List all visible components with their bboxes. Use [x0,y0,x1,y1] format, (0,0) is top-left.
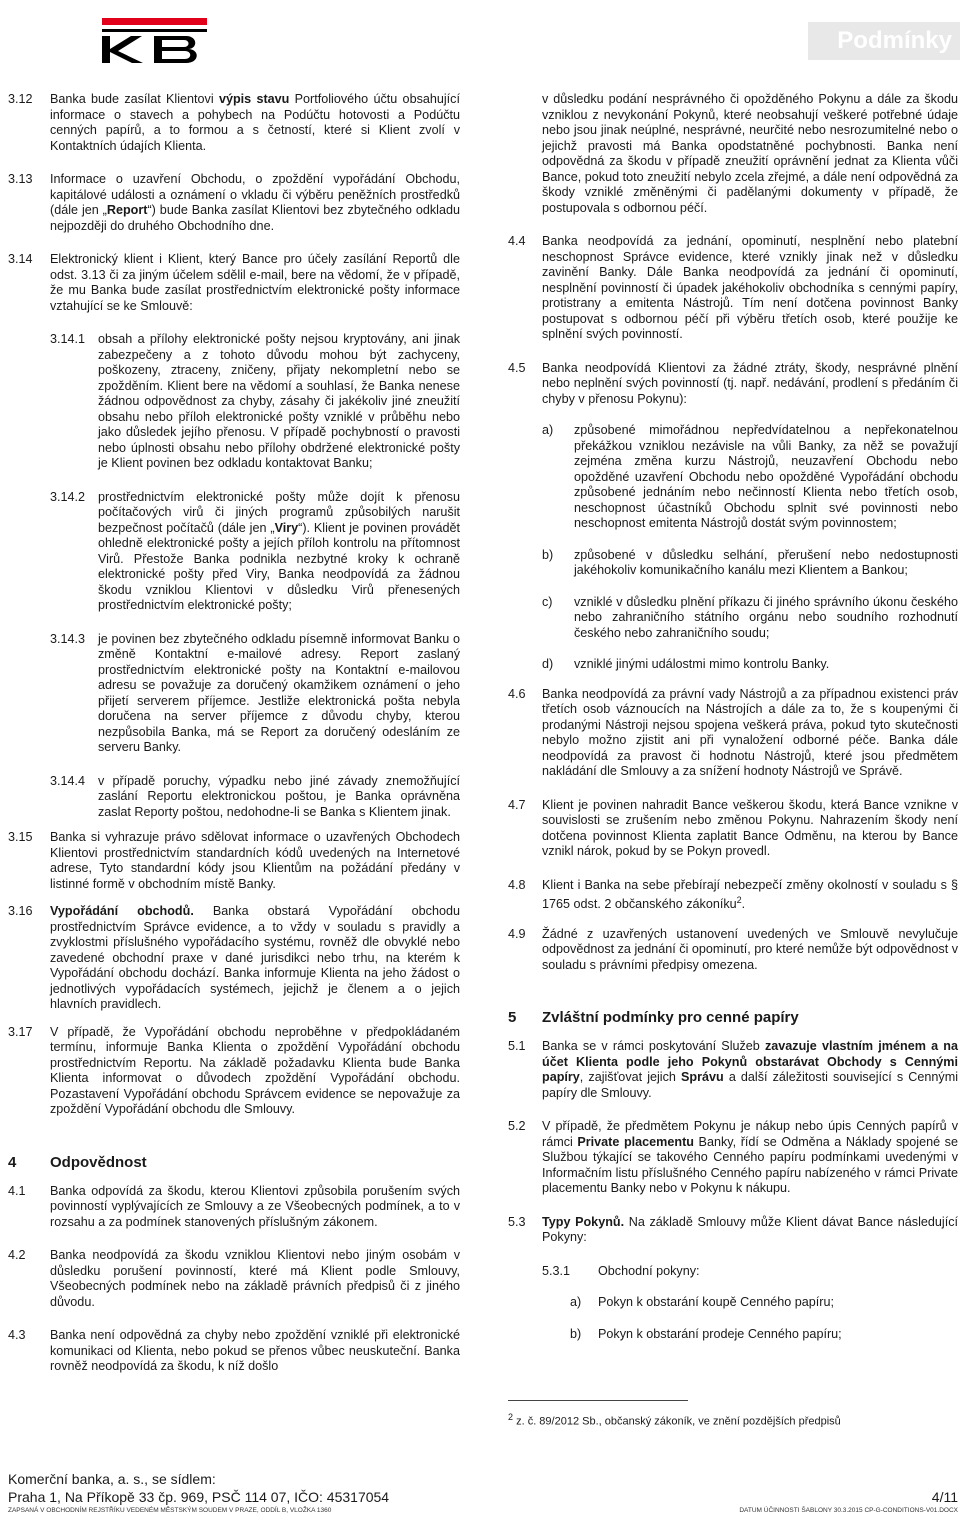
section-3-14-2: 3.14.2 prostřednictvím elektronické pošty může dojít k přenosu počítačových virů či jiných programů způsobilých narušit bezpečnost počítačů (dále jen „Viry“). Klient je povinen provádět ohledně elektronické pošty a jejích příloh kontrolu na přítomnost Virů. Přestože Banka podnikla nezbytné kroky k ochraně elektronické pošty před Viry, Banka neodpovídá za žádnou škodu vzniklou Klientovi v důsledku Virů přenesených prostřednictvím elektronické pošty; [50,489,460,612]
section-4-8: 4.8 Klient i Banka na sebe přebírají nebezpečí změny okolností v souladu s § 1765 odst. 2 občanského zákoníku$^2$. [508,877,958,912]
section-number: 4.2 [8,1248,26,1262]
section-number: 3.14.4 [50,773,86,788]
section-3-12: 3.12 Banka bude zasílat Klientovi výpis stavu Portfoliového účtu obsahující informace o stavech a pohybech na Podúčtu hotovosti a Podúčtu cenných papírů, a to formou a s četností, které si Klient zvolí v Kontaktních údajích Klienta. [8,92,460,153]
footer-registry-row [8,1506,958,1515]
page-number: 4/11 [931,1489,958,1505]
footnote: $^2$ z. č. 89/2012 Sb., občanský zákoník, ve znění pozdějších předpisů [508,1412,841,1428]
section-number: 3.14.2 [50,489,86,504]
section-number: 4.3 [8,1328,26,1342]
section-number: 3.12 [8,92,33,106]
footnote-ref: 2 [736,895,742,905]
section-4-5-d: d) vzniklé jinými událostmi mimo kontrolu Banky. [542,657,830,671]
section-3-14: 3.14 Elektronický klient i Klient, který Bance pro účely zasílání Reportů dle odst. 3.13 či za jiným účelem sdělil e-mail, bere na vědomí, že v případě, že mu Banka bude zasílat prostřednictvím elektronické pošty informace vztahující se ke Smlouvě: [8,252,460,313]
page-header [0,0,960,78]
section-4-4: 4.4 Banka neodpovídá za jednání, opominutí, nesplnění nebo platební neschopnost Správce evidence, které vznikly jinak než v důsledku zavinění Banky. Dále Banka neodpovídá za jednání či opominutí, nesplnění povinností či úpadek jakéhokoliv obchodníka s cennými papíry, protistrany a emitenta Nástrojů. Tím není dotčena povinnost Banky postupovat s odbornou péčí při výběru třetích osob, které použije ke splnění svých povinností. [508,234,958,341]
section-number: 4.4 [508,234,526,248]
section-number: 5.1 [508,1039,526,1054]
section-number: 3.13 [8,172,33,186]
section-5-3: 5.3 Typy Pokynů. Na základě Smlouvy může Klient dávat Bance následující Pokyny: [508,1214,959,1245]
section-3-17: 3.17 V případě, že Vypořádání obchodu neproběhne v předpokládaném termínu, informuje Banka Klienta o zpoždění Vypořádání obchodu prostřednictvím Reportu. Na základě požadavku Klienta bude Banka Klienta informovat o důvodech zpoždění Vypořádání obchodu. Pozastavení Vypořádání obchodu Správcem evidence se nepovažuje za zpoždění Vypořádání obchodu dle Smlouvy. [8,1024,460,1116]
section-number: 5.3.1 [542,1263,571,1278]
section-number: 3.14.3 [50,631,86,646]
footer-registry: ZAPSANÁ V OBCHODNÍM REJSTŘÍKU VEDENÉM MĚSTSKÝM SOUDEM V PRAZE, ODDÍL B, VLOŽKA 1360 [8,1507,332,1514]
section-number: 3.17 [8,1024,33,1039]
section-number: 3.14 [8,252,33,266]
heading-section-4: 4 Odpovědnost [8,1153,147,1171]
section-4-7: 4.7 Klient je povinen nahradit Bance veškerou škodu, která Bance vznikne v souvislosti se zrušením nebo změnou Pokynu. Nahrazením škody není dotčena povinnost Klienta zaplatit Bance Odměnu, na kterou by Bance vznikl nárok, pokud by se Pokyn provedl. [508,797,958,858]
section-4-5-a: a) způsobené mimořádnou nepředvídatelnou a nepřekonatelnou překážkou vzniklou nezávisle na vůli Banky, za něž se považují zejména změna kurzu Nástrojů, neuzavření Obchodu nebo opožděné uzavření Obchodu nebo opožděné Vypořádání obchodu způsobené jednáním nebo nečinností Klienta nebo třetích osob, neschopnost účastníků Obchodu splnit své povinnosti nebo neschopnost emitenta Nástrojů dostát svým povinnostem; [542,423,958,530]
section-4-3: 4.3 Banka není odpovědná za chyby nebo zpoždění vzniklé při elektronické komunikaci od Klienta, nebo pokud se přenos vůbec neuskuteční. Banka rovněž neodpovídá za škodu, k níž došlo [8,1328,460,1373]
footer-address-row [8,1488,958,1506]
list-letter: a) [570,1295,582,1310]
section-number: 5.2 [508,1119,526,1134]
footer-address: Praha 1, Na Příkopě 33 čp. 969, PSČ 114 07, IČO: 45317054 [8,1489,390,1505]
section-4-3-continued: v důsledku podání nesprávného či opožděného Pokynu a dále za škodu vzniklou z nevykonání Pokynů, které neobsahují veškeré potřebné údaje nebo jsou jinak neúplné, nesprávné, neurčité nebo nesrozumitelné nebo o jejichž pravosti má Banka opodstatněné pochybnosti. Banka není odpovědná za škodu v případě zneužití oprávnění jednat za Klienta vůči Bance, pokud toto zneužití nebylo zcela zřejmé, a dále není odpovědná za škody vzniklé změněnými či padělanými dokumenty v případě, že postupovala s odbornou péčí. [542,92,958,215]
section-3-14-1: 3.14.1 obsah a přílohy elektronické pošty nejsou kryptovány, ani jinak zabezpečeny a z tohoto důvodu mohou být zachyceny, poškozeny, ztraceny, zničeny, přijaty nekompletní nebo se zpožděním. Klient bere na vědomí a souhlasí, že Banka nenese žádnou odpovědnost za chyby, zásahy či jakékoliv jiné zneužití obsahu nebo příloh elektronické pošty vzniklé v průběhu nebo jako důsledek jejího přenosu. V případě pochybností o pravosti nebo úplnosti obsahu nebo přílohy obdržené elektronické pošty je Klient povinen bez odkladu kontaktovat Banku; [50,332,460,470]
list-letter: b) [570,1326,582,1341]
section-3-14-3: 3.14.3 je povinen bez zbytečného odkladu písemně informovat Banku o změně Kontaktní e-mailové adresy. Report zaslaný prostřednictvím elektronické pošty na Kontaktní e-mailovou adresu se považuje za doručený okamžikem oznámení o jeho přijetí serverem příjemce. Jestliže elektronická pošta nebyla doručena na server příjemce z důvodu chyby, kterou nezpůsobila Banka, má se Report za doručený odesláním ze serveru Banky. [50,631,460,754]
left-column [8,92,460,1375]
section-number: 4 [8,1153,17,1171]
section-number: 4.5 [508,360,526,375]
section-number: 4.8 [508,877,526,892]
section-4-5-b: b) způsobené v důsledku selhání, přerušení nebo nedostupnosti jakéhokoliv komunikačního kanálu mezi Klientem a Bankou; [542,547,958,577]
heading-section-5: 5 Zvláštní podmínky pro cenné papíry [508,1009,799,1027]
footnote-separator [508,1400,688,1401]
section-3-13: 3.13 Informace o uzavření Obchodu, o zpoždění vypořádání Obchodu, kapitálové události a oznámení o vkladu či výběru peněžních prostředků (dále jen „Report“) bude Banka zasílat Klientovi bez zbytečného odkladu nejpozději do druhého Obchodního dne. [8,172,460,233]
section-5-1: 5.1 Banka se v rámci poskytování Služeb zavazuje vlastním jménem a na účet Klienta podle jeho Pokynů obstarávat Obchody s Cennými papíry, zajišťovat jejich Správu a další záležitosti související s Cennými papíry dle Smlouvy. [508,1039,958,1100]
section-number: 3.15 [8,830,33,844]
list-letter: c) [542,594,553,609]
section-5-3-1-b: b) Pokyn k obstarání prodeje Cenného papíru; [570,1326,842,1341]
section-number: 5 [508,1009,517,1027]
section-3-15: 3.15 Banka si vyhrazuje právo sdělovat informace o uzavřených Obchodech Klientovi prostřednictvím standardních kódů uvedených na Internetové adrese, Tyto standardní kódy jsou Klientům na požádání předány v listinné formě v obchodním místě Banky. [8,830,460,891]
section-number: 4.1 [8,1183,26,1198]
section-number: 4.7 [508,797,526,812]
section-5-2: 5.2 V případě, že předmětem Pokynu je nákup nebo úpis Cenných papírů v rámci Private placementu Banky, řídí se Odměna a Náklady spojené se Službou týkající se takového Cenného papíru podmínkami uvedenými v Informačním listu příslušného Cenného papíru nabízeného v rámci Private placementu Banky nebo v Pokynu k nákupu. [508,1119,958,1196]
section-5-3-1-a: a) Pokyn k obstarání koupě Cenného papíru; [570,1295,834,1310]
section-4-6: 4.6 Banka neodpovídá za právní vady Nástrojů a za případnou existenci práv třetích osob váznoucích na Nástrojích a dále za to, že s koupenými či prodanými Nástroji nejsou spojena veškerá práva, pokud tyto skutečnosti nebylo možno zjistit ani při vynaložení odborné péče. Banka dále neodpovídá za pravost či hodnotu Nástrojů, které jsou předmětem nakládání dle Smlouvy a za snížení hodnoty Nástrojů ve Správě. [508,686,958,778]
section-number: 3.14.1 [50,332,86,346]
section-4-1: 4.1 Banka odpovídá za škodu, kterou Klientovi způsobila porušením svých povinností vyplývajících ze Smlouvy a ze Všeobecných podmínek, a to v rozsahu a za podmínek stanovených příslušným zákonem. [8,1183,460,1229]
section-3-16: 3.16 Vypořádání obchodů. Banka obstará Vypořádání obchodu prostřednictvím Správce evidence, a to vždy v souladu s pravidly a zvyklostmi příslušného vypořádacího systému, rovněž dle obvyklé nebo zavedené obchodní praxe v dané jurisdikci nebo trhu, na kterém k Vypořádání obchodu dochází. Banka informuje Klienta na jeho žádost o jednotlivých vypořádacích systémech, jejichž je členem a o jejich hlavních pravidlech. [8,904,460,1011]
section-4-5: 4.5 Banka neodpovídá Klientovi za žádné ztráty, škody, nesprávné plnění nebo neplnění svých povinností (tj. např. nedávání, prodlení s předáním či chyby v přenosu Pokynu): [508,360,958,406]
right-column [508,92,958,1342]
list-letter: b) [542,547,554,562]
list-letter: d) [542,657,554,671]
kb-logo [98,18,213,71]
section-3-14-4: 3.14.4 v případě poruchy, výpadku nebo jiné závady znemožňující zaslání Reportu elektronickou poštou, je Banka oprávněna zaslat Reporty poštou, nedohodne-li se Banka s Klientem jinak. [50,773,460,819]
footer-template-version: DATUM ÚČINNOSTI ŠABLONY 30.3.2015 CP-G-CONDITIONS-V01.DOCX [739,1507,958,1514]
footnote-mark: 2 [508,1412,514,1422]
list-letter: a) [542,423,554,437]
section-number: 5.3 [508,1214,526,1229]
section-4-9: 4.9 Žádné z uzavřených ustanovení uvedených ve Smlouvě nevylučuje odpovědnost za jednání či opominutí, pro které nemůže být odpovědnost v souladu s právními předpisy omezena. [508,926,958,972]
section-number: 4.9 [508,926,526,941]
section-number: 3.16 [8,904,33,918]
section-4-2: 4.2 Banka neodpovídá za škodu vzniklou Klientovi nebo jiným osobám v důsledku porušení povinností, které má Klient podle Smlouvy, Všeobecných podmínek nebo na základě právních předpisů či z jiného důvodu. [8,1248,460,1309]
section-4-5-c: c) vzniklé v důsledku plnění příkazu či jiného správního úkonu českého nebo zahraničního státního orgánu nebo soudního rozhodnutí českého nebo zahraničního soudu; [542,594,958,640]
page-footer [8,1470,958,1515]
section-5-3-1: 5.3.1 Obchodní pokyny: [542,1263,700,1278]
footer-company: Komerční banka, a. s., se sídlem: [8,1471,216,1487]
section-number: 4.6 [508,686,526,701]
header-tab: Podmínky [808,22,960,60]
